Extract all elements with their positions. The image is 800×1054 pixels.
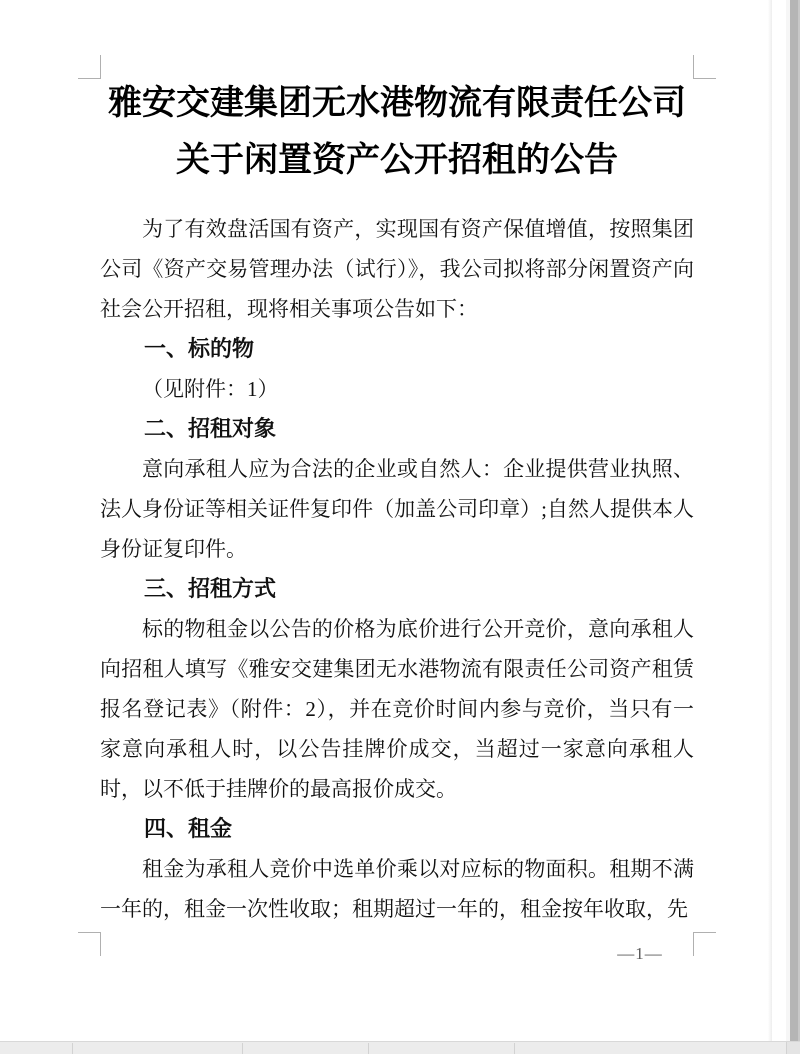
section-1-body: （见附件：1） bbox=[142, 377, 279, 401]
section-3-body: 标的物租金以公告的价格为底价进行公开竞价，意向承租人向招租人填写《雅安交建集团无水港物流有限责任公司资产租赁报名登记表》（附件：2），并在竞价时间内参与竞价，当只有一家意向承租人时，以公告挂牌价成交，当超过一家意向承租人时，以不低于挂牌价的最高报价成交。 bbox=[100, 617, 694, 801]
document-title-line-2: 关于闲置资产公开招租的公告 bbox=[176, 142, 618, 179]
vertical-scrollbar-thumb[interactable] bbox=[790, 0, 798, 1041]
text-boundary-mark-top-left bbox=[78, 55, 101, 79]
section-1-heading: 一、标的物 bbox=[144, 336, 255, 361]
section-4-heading: 四、租金 bbox=[144, 816, 233, 841]
page-edge-shadow bbox=[768, 0, 772, 1041]
section-3-heading: 三、招租方式 bbox=[144, 576, 277, 601]
section-4-body: 租金为承租人竞价中选单价乘以对应标的物面积。租期不满一年的，租金一次性收取；租期超过一年的，租金按年收取，先 bbox=[100, 857, 694, 921]
document-body bbox=[100, 75, 694, 929]
status-bar-divider bbox=[368, 1043, 369, 1054]
section-2-heading: 二、招租对象 bbox=[144, 416, 277, 441]
status-bar-divider bbox=[242, 1043, 243, 1054]
text-boundary-mark-top-right bbox=[693, 55, 716, 79]
page-number: —1— bbox=[617, 944, 663, 963]
text-boundary-mark-bottom-left bbox=[78, 932, 101, 956]
intro-paragraph: 为了有效盘活国有资产，实现国有资产保值增值，按照集团公司《资产交易管理办法（试行）》，我公司拟将部分闲置资产向社会公开招租，现将相关事项公告如下： bbox=[100, 217, 694, 321]
document-title-line-1: 雅安交建集团无水港物流有限责任公司 bbox=[108, 85, 686, 122]
status-bar bbox=[0, 1041, 800, 1054]
status-bar-divider bbox=[72, 1043, 73, 1054]
document-title bbox=[100, 75, 694, 189]
vertical-scrollbar-track[interactable] bbox=[786, 0, 800, 1041]
status-bar-divider bbox=[514, 1043, 515, 1054]
scrollbar-corner bbox=[786, 1042, 800, 1054]
section-2-body: 意向承租人应为合法的企业或自然人：企业提供营业执照、法人身份证等相关证件复印件（加盖公司印章）;自然人提供本人身份证复印件。 bbox=[100, 457, 694, 561]
